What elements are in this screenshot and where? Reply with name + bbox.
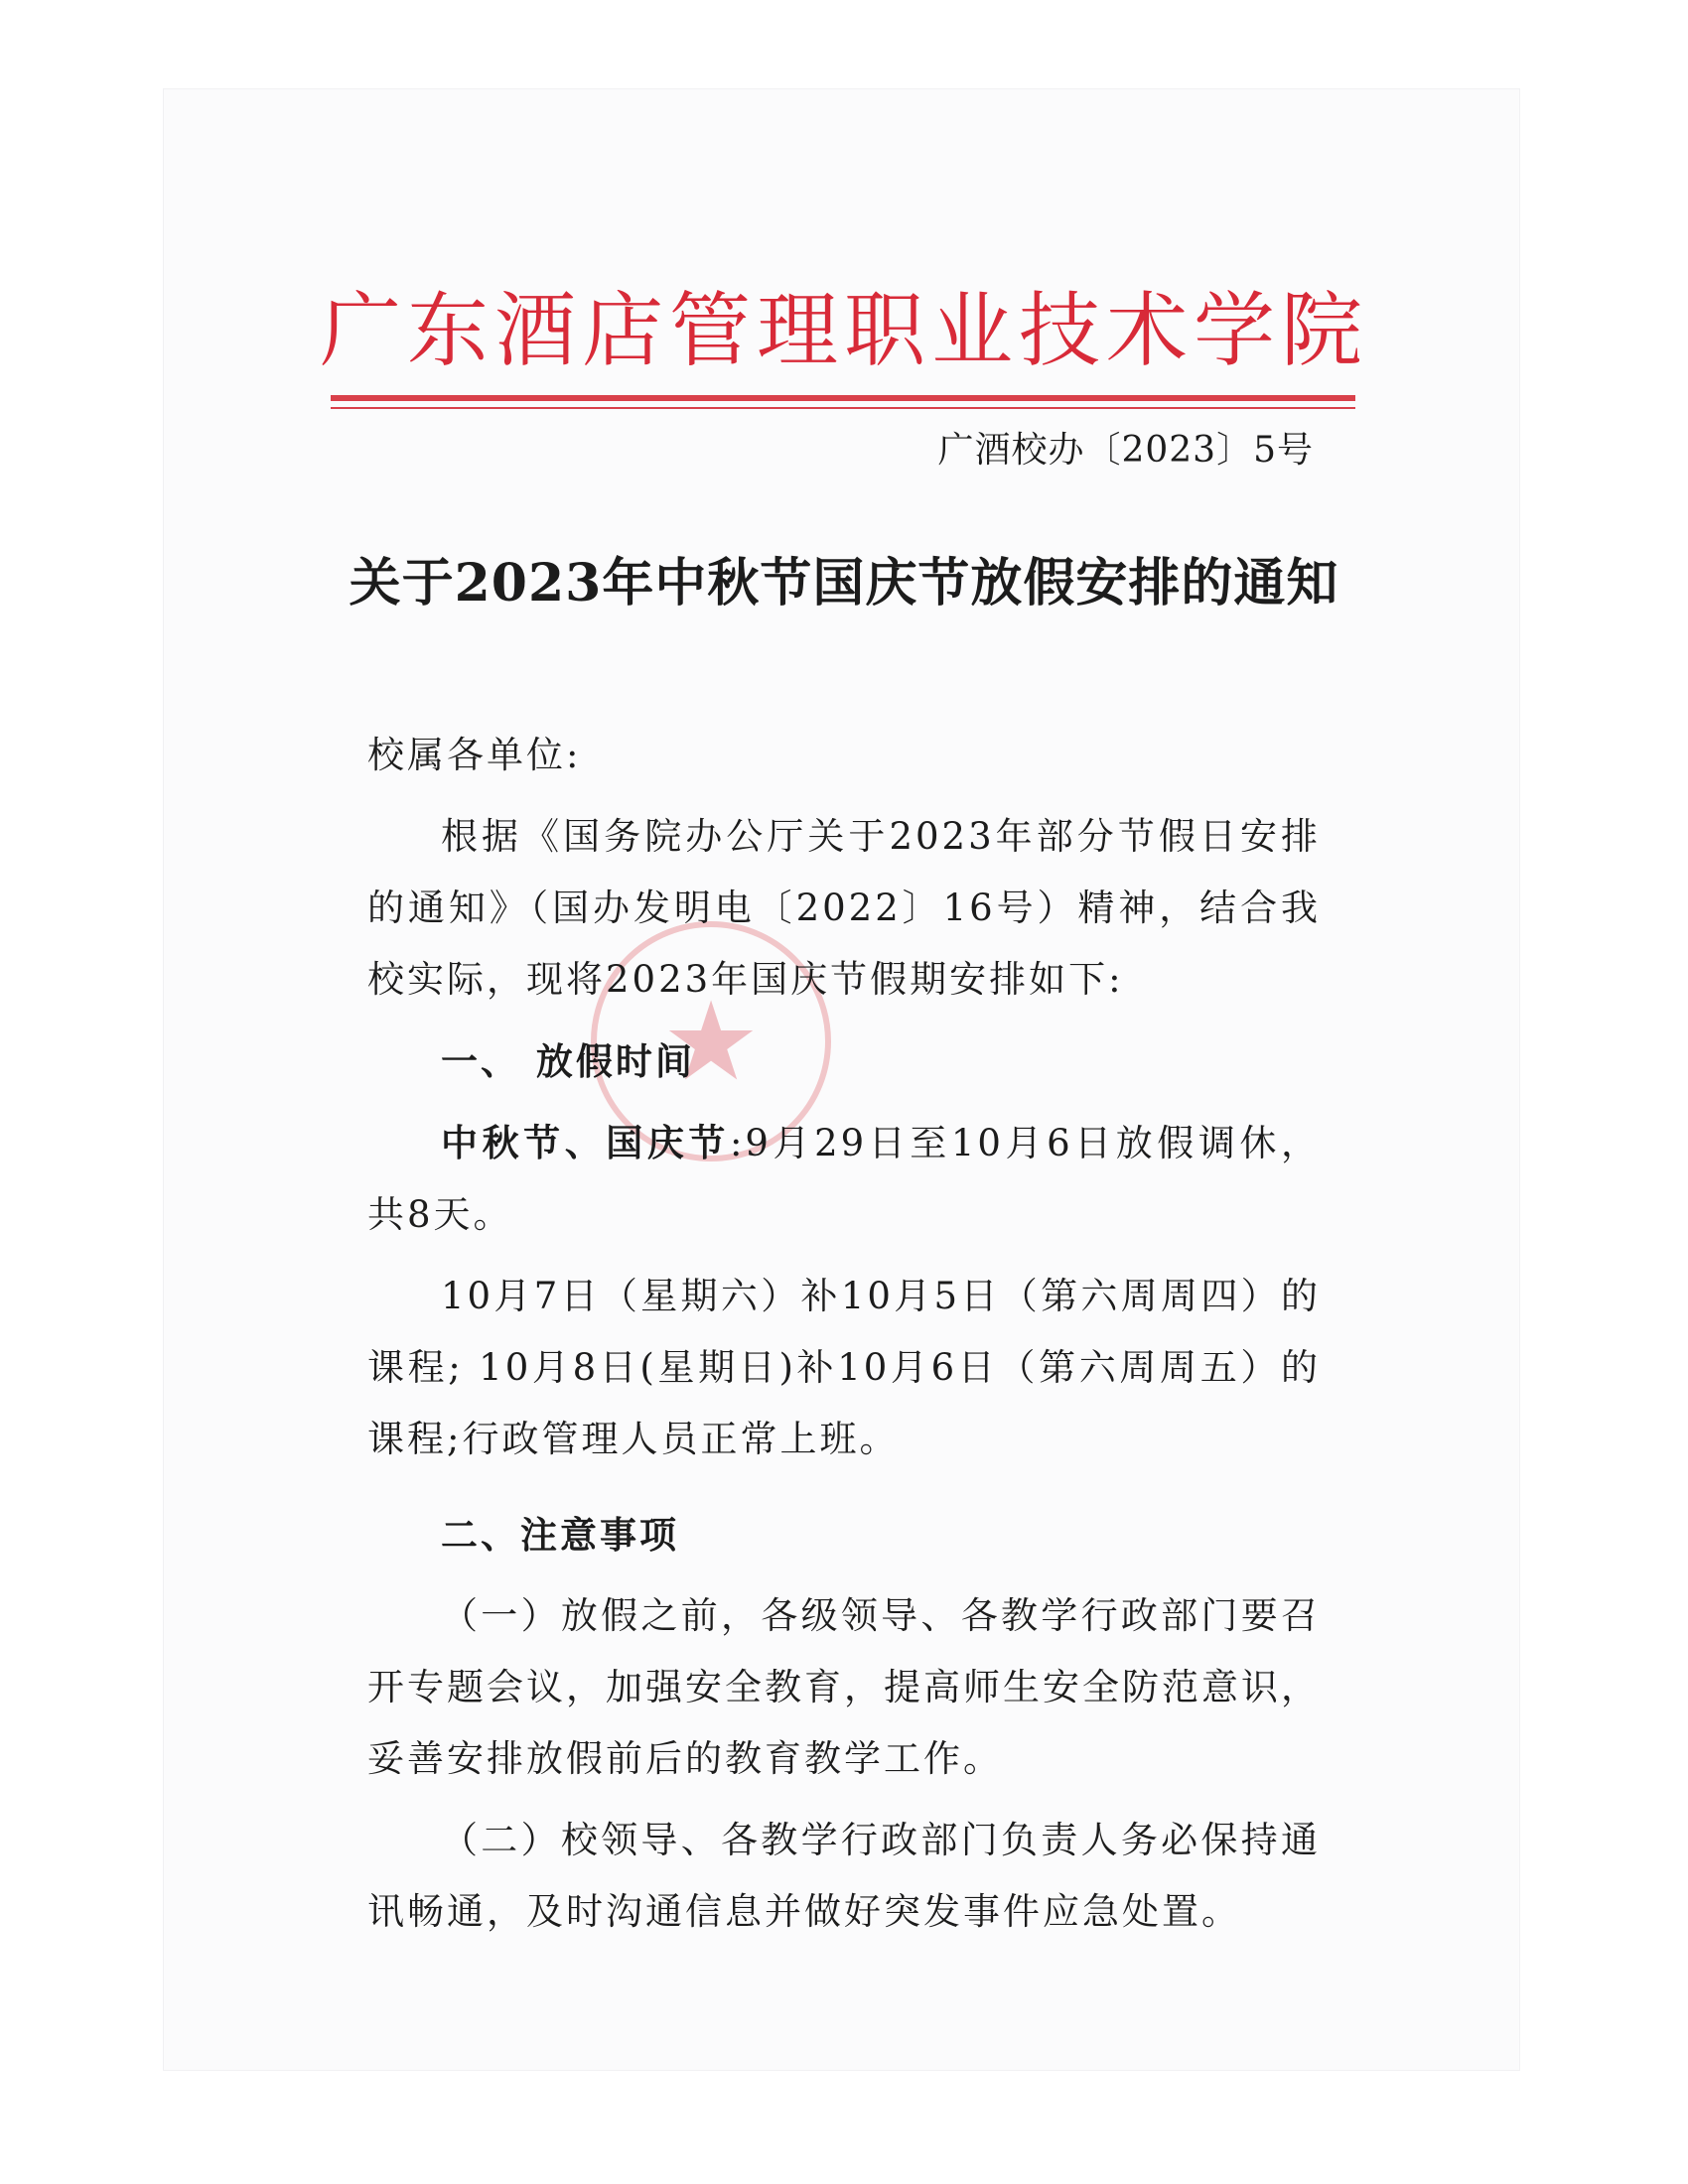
intro-paragraph: 根据《国务院办公厅关于2023年部分节假日安排的通知》（国办发明电〔2022〕16号）精神，结合我校实际，现将2023年国庆节假期安排如下: [367, 815, 1321, 1001]
notice-item-2: （二）校领导、各教学行政部门负责人务必保持通讯畅通，及时沟通信息并做好突发事件应急处置。 [367, 1819, 1321, 1933]
makeup-paragraph: 10月7日（星期六）补10月5日（第六周周四）的课程; 10月8日(星期日)补10月6日（第六周周五）的课程;行政管理人员正常上班。 [367, 1275, 1321, 1460]
holiday-paragraph [367, 1107, 1321, 1251]
salutation: 校属各单位: [367, 734, 582, 776]
document-body [367, 720, 1321, 1948]
section-1-heading: 一、 放假时间 [441, 1039, 695, 1083]
institution-header: 广东酒店管理职业技术学院 [319, 284, 1368, 378]
holiday-text: :9月29日至10月6日放假调休，共8天。 [367, 1122, 1321, 1236]
document-number: 广酒校办〔2023〕5号 [937, 430, 1314, 471]
header-rule-thin [331, 407, 1355, 409]
notice-item-1: （一）放假之前，各级领导、各教学行政部门要召开专题会议，加强安全教育，提高师生安全防范意识，妥善安排放假前后的教育教学工作。 [367, 1594, 1321, 1780]
holiday-label: 中秋节、国庆节 [441, 1121, 730, 1164]
star-seal-icon: ★ [591, 921, 831, 1161]
header-rule-thick [331, 395, 1355, 401]
section-2-heading: 二、注意事项 [441, 1513, 679, 1557]
notice-title: 关于2023年中秋节国庆节放假安排的通知 [349, 553, 1339, 614]
